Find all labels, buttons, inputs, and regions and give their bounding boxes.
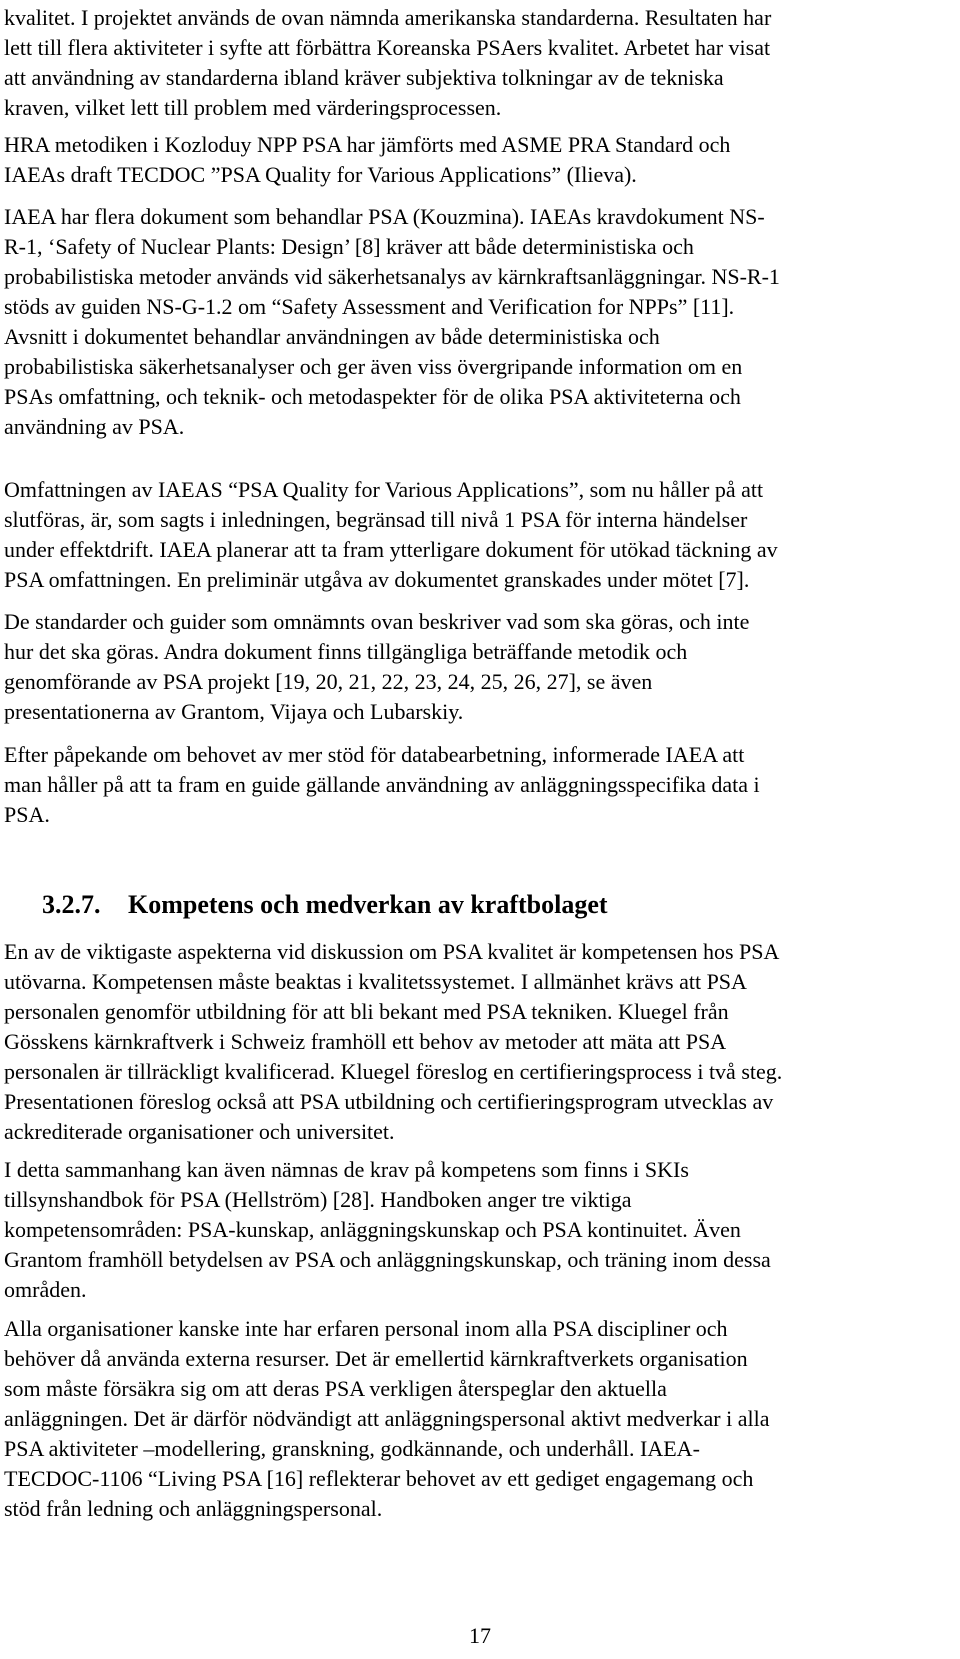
paragraph: [4, 202, 780, 442]
text-line: behöver då använda externa resurser. Det är emellertid kärnkraftverkets organisation: [4, 1346, 748, 1371]
page-number: 17: [469, 1623, 491, 1648]
text-line: personalen är tillräckligt kvalificerad. Kluegel föreslog en certifieringsprocess i två steg.: [4, 1059, 783, 1084]
text-line: personalen genomför utbildning för att bli bekant med PSA tekniken. Kluegel från: [4, 999, 729, 1024]
text-line: Presentationen föreslog också att PSA utbildning och certifieringsprogram utvecklas av: [4, 1089, 774, 1114]
text-line: TECDOC-1106 “Living PSA [16] reflekterar behovet av ett gediget engagemang och: [4, 1466, 754, 1491]
text-line: IAEA har flera dokument som behandlar PSA (Kouzmina). IAEAs kravdokument NS-: [4, 204, 765, 229]
text-line: Efter påpekande om behovet av mer stöd för databearbetning, informerade IAEA att: [4, 742, 745, 767]
text-line: Alla organisationer kanske inte har erfaren personal inom alla PSA discipliner och: [4, 1316, 728, 1341]
text-line: man håller på att ta fram en guide gällande användning av anläggningsspecifika data i: [4, 772, 760, 797]
text-line: kompetensområden: PSA-kunskap, anläggningskunskap och PSA kontinuitet. Även: [4, 1217, 741, 1242]
text-line: De standarder och guider som omnämnts ovan beskriver vad som ska göras, och inte: [4, 609, 750, 634]
section-heading: [42, 890, 608, 920]
text-line: som måste försäkra sig om att deras PSA verkligen återspeglar den aktuella: [4, 1376, 667, 1401]
text-line: anläggningen. Det är därför nödvändigt att anläggningspersonal aktivt medverkar i alla: [4, 1406, 770, 1431]
text-line: Gösskens kärnkraftverk i Schweiz framhöll ett behov av metoder att mäta att PSA: [4, 1029, 727, 1054]
text-line: I detta sammanhang kan även nämnas de krav på kompetens som finns i SKIs: [4, 1157, 689, 1182]
text-line: områden.: [4, 1277, 87, 1302]
text-line: utövarna. Kompetensen måste beaktas i kvalitetssystemet. I allmänhet krävs att PSA: [4, 969, 747, 994]
paragraph: [4, 1155, 771, 1305]
paragraph: [4, 475, 778, 595]
text-line: probabilistiska säkerhetsanalyser och ger även viss övergripande information om en: [4, 354, 743, 379]
section-number: 3.2.7.: [42, 890, 101, 919]
text-line: hur det ska göras. Andra dokument finns tillgängliga beträffande metodik och: [4, 639, 688, 664]
text-line: slutföras, är, som sagts i inledningen, begränsad till nivå 1 PSA för interna händelser: [4, 507, 748, 532]
paragraph: [4, 607, 749, 727]
text-line: Avsnitt i dokumentet behandlar användningen av både deterministiska och: [4, 324, 660, 349]
text-line: under effektdrift. IAEA planerar att ta fram ytterligare dokument för utökad täckning av: [4, 537, 778, 562]
text-line: PSA.: [4, 802, 50, 827]
text-line: IAEAs draft TECDOC ”PSA Quality for Various Applications” (Ilieva).: [4, 162, 637, 187]
text-line: En av de viktigaste aspekterna vid diskussion om PSA kvalitet är kompetensen hos PSA: [4, 939, 780, 964]
text-line: stöds av guiden NS-G-1.2 om “Safety Assessment and Verification for NPPs” [11].: [4, 294, 735, 319]
text-line: presentationerna av Grantom, Vijaya och Lubarskiy.: [4, 699, 464, 724]
text-line: probabilistiska metoder används vid säkerhetsanalys av kärnkraftsanläggningar. NS-R-1: [4, 264, 780, 289]
text-line: Grantom framhöll betydelsen av PSA och anläggningskunskap, och träning inom dessa: [4, 1247, 771, 1272]
text-line: tillsynshandbok för PSA (Hellström) [28]. Handboken anger tre viktiga: [4, 1187, 632, 1212]
paragraph: [4, 130, 730, 190]
section-title: Kompetens och medverkan av kraftbolaget: [128, 890, 608, 919]
text-line: R-1, ‘Safety of Nuclear Plants: Design’ [8] kräver att både deterministiska och: [4, 234, 694, 259]
text-line: kvalitet. I projektet används de ovan nämnda amerikanska standarderna. Resultaten har: [4, 5, 772, 30]
paragraph: [4, 937, 782, 1147]
paragraph: [4, 740, 760, 830]
text-line: användning av PSA.: [4, 414, 185, 439]
text-line: PSA omfattningen. En preliminär utgåva av dokumentet granskades under mötet [7].: [4, 567, 750, 592]
text-line: lett till flera aktiviteter i syfte att förbättra Koreanska PSAers kvalitet. Arbetet har visat: [4, 35, 771, 60]
text-line: genomförande av PSA projekt [19, 20, 21, 22, 23, 24, 25, 26, 27], se även: [4, 669, 653, 694]
text-line: HRA metodiken i Kozloduy NPP PSA har jämförts med ASME PRA Standard och: [4, 132, 731, 157]
text-line: stöd från ledning och anläggningspersonal.: [4, 1496, 383, 1521]
text-line: ackrediterade organisationer och universitet.: [4, 1119, 395, 1144]
text-line: PSA aktiviteter –modellering, granskning, godkännande, och underhåll. IAEA-: [4, 1436, 700, 1461]
text-line: PSAs omfattning, och teknik- och metodaspekter för de olika PSA aktiviteterna och: [4, 384, 741, 409]
text-line: kraven, vilket lett till problem med värderingsprocessen.: [4, 95, 502, 120]
text-line: att användning av standarderna ibland kräver subjektiva tolkningar av de tekniska: [4, 65, 724, 90]
text-line: Omfattningen av IAEAS “PSA Quality for Various Applications”, som nu håller på att: [4, 477, 764, 502]
paragraph: [4, 3, 771, 123]
paragraph: [4, 1314, 769, 1524]
